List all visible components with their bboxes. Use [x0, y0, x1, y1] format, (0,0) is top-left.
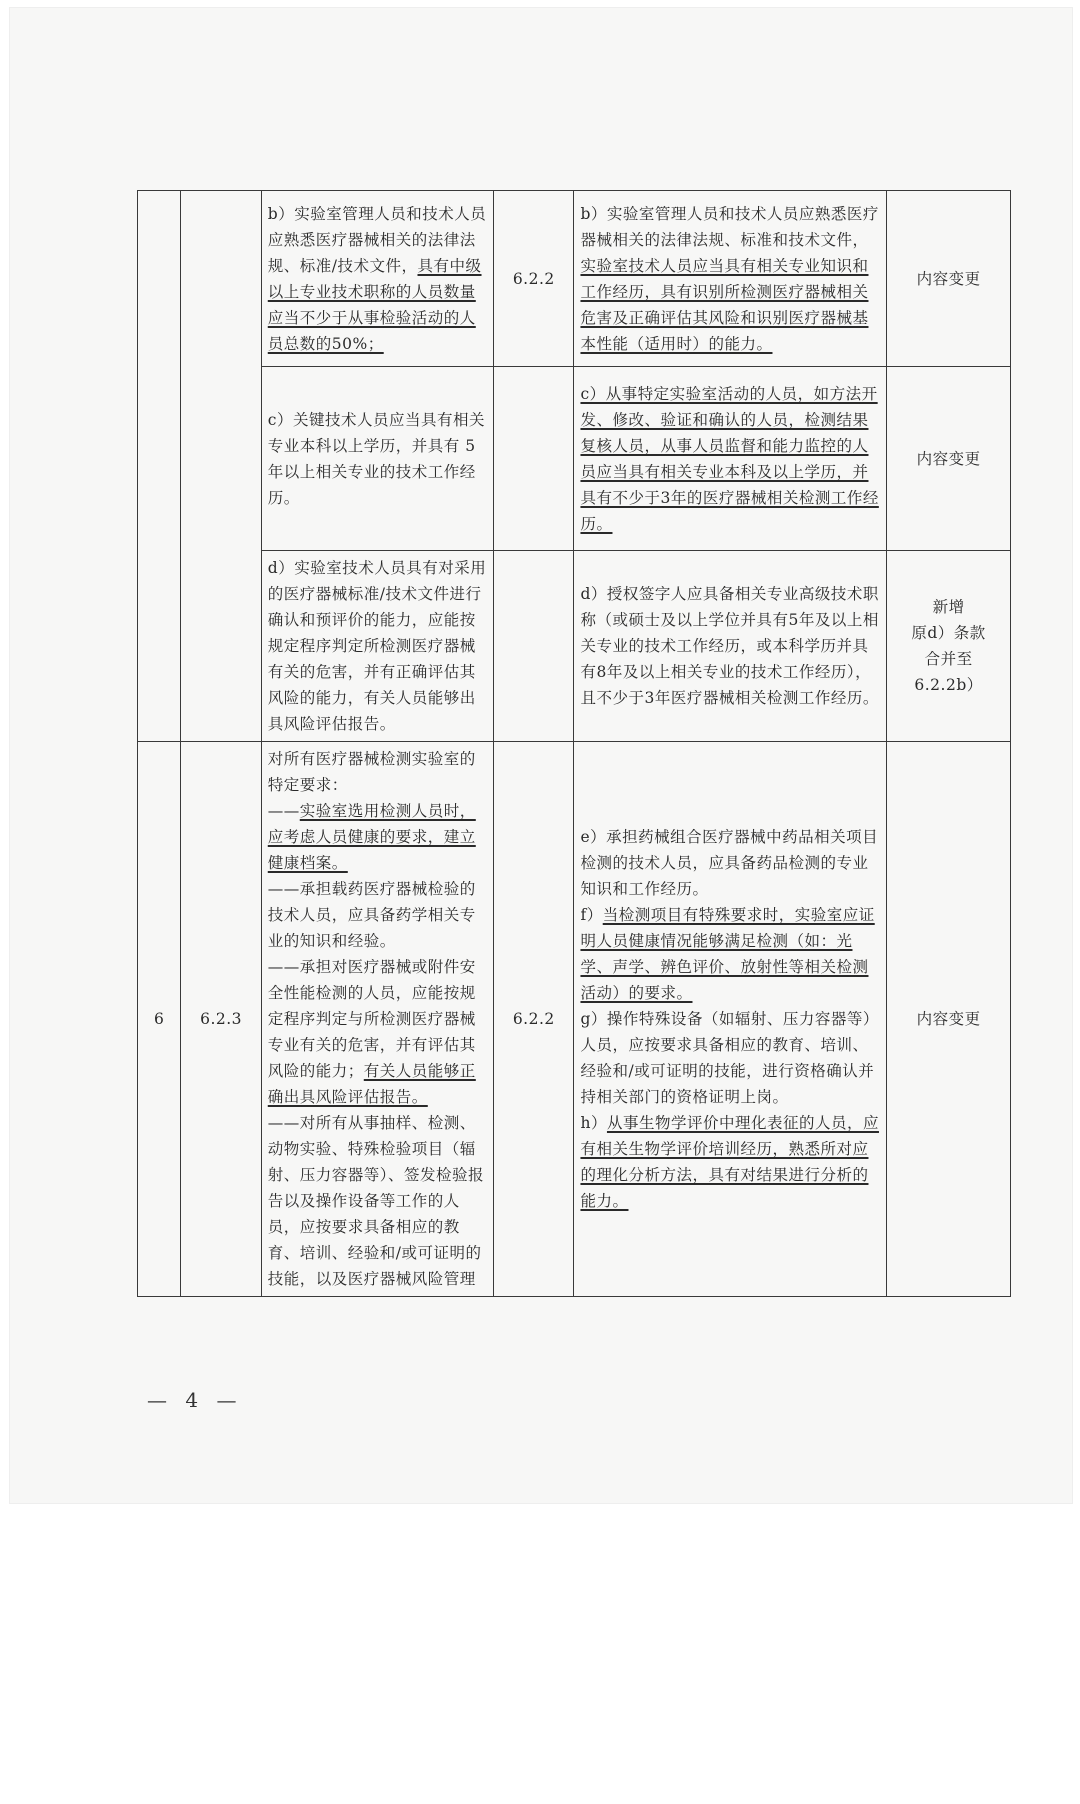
revised-clause-cell: 6.2.2 — [494, 191, 574, 367]
text-segment: c）关键技术人员应当具有相关专业本科以上学历，并具有 5 年以上相关专业的技术工作经历。 — [267, 410, 485, 507]
revised-clause-cell: 6.2.2 — [494, 742, 574, 1297]
underlined-text-segment: 从事生物学评价中理化表征的人员，应有相关生物学评价培训经历，熟悉所对应的理化分析方法，具有对结果进行分析的能力。 — [580, 1114, 879, 1210]
row-index-cell — [138, 191, 181, 742]
original-clause-cell — [181, 191, 261, 742]
text-segment: 对所有医疗器械检测实验室的特定要求： — [267, 750, 476, 794]
revised-clause-cell — [494, 551, 574, 742]
original-clause-cell: 6.2.3 — [181, 742, 261, 1297]
table-row — [138, 367, 1011, 551]
change-note-cell: 内容变更 — [887, 367, 1011, 551]
underlined-text-segment: 实验室技术人员应当具有相关专业知识和工作经历，具有识别所检测医疗器械相关危害及正确评估其风险和识别医疗器械基本性能（适用时）的能力。 — [580, 256, 869, 353]
text-segment: d）实验室技术人员具有对采用的医疗器械标准/技术文件进行确认和预评价的能力，应能按规定程序判定所检测医疗器械有关的危害，并有正确评估其风险的能力，有关人员能够出具风险评估报告。 — [267, 559, 487, 733]
note-line: 新增 — [932, 598, 965, 616]
text-segment: h） — [580, 1114, 607, 1132]
text-segment: ——对所有从事抽样、检测、动物实验、特殊检验项目（辐射、压力容器等）、签发检验报告以及操作设备等工作的人员，应按要求具备相应的教育、培训、经验和/或可证明的技能，以及医疗器械风险管理 — [267, 1114, 485, 1288]
underlined-text-segment: c）从事特定实验室活动的人员，如方法开发、修改、验证和确认的人员，检测结果复核人员，从事人员监督和能力监控的人员应当具有相关专业本科及以上学历，并具有不少于3年的医疗器械相关检测工作经历。 — [580, 384, 879, 533]
original-text-cell — [261, 742, 493, 1297]
text-segment: ——承担对医疗器械或附件安全性能检测的人员，应能按规定程序判定与所检测医疗器械专业有关的危害，并有评估其风险的能力； — [267, 958, 476, 1080]
underlined-text-segment: 有关人员能够正确出具风险评估报告。 — [267, 1062, 476, 1106]
text-segment: b）实验室管理人员和技术人员应熟悉医疗器械相关的法律法规、标准/技术文件， — [267, 204, 487, 275]
table-row — [138, 191, 1011, 367]
note-line: 6.2.2b） — [914, 676, 983, 694]
original-text-cell — [261, 551, 493, 742]
underlined-text-segment: 实验室选用检测人员时，应考虑人员健康的要求，建立健康档案。 — [267, 802, 476, 872]
change-note-cell: 内容变更 — [887, 191, 1011, 367]
underlined-text-segment: 具有中级以上专业技术职称的人员数量应当不少于从事检验活动的人员总数的50%； — [267, 256, 482, 353]
table-row — [138, 742, 1011, 1297]
table-row — [138, 551, 1011, 742]
revised-clause-cell — [494, 367, 574, 551]
revised-text-cell — [574, 742, 887, 1297]
document-page — [10, 8, 1072, 1503]
text-segment: ——承担载药医疗器械检验的技术人员，应具备药学相关专业的知识和经验。 — [267, 880, 476, 950]
revision-comparison-table — [137, 190, 1011, 1297]
text-segment: b）实验室管理人员和技术人员应熟悉医疗器械相关的法律法规、标准和技术文件， — [580, 204, 879, 249]
page-number: — 4 — — [147, 1388, 243, 1412]
change-note-cell — [887, 551, 1011, 742]
text-segment: e）承担药械组合医疗器械中药品相关项目检测的技术人员，应具备药品检测的专业知识和工作经历。 — [580, 828, 879, 898]
note-line: 原d）条款 — [911, 624, 986, 642]
revised-text-cell — [574, 367, 887, 551]
change-note-cell: 内容变更 — [887, 742, 1011, 1297]
text-segment: —— — [267, 802, 300, 820]
original-text-cell — [261, 191, 493, 367]
text-segment: d）授权签字人应具备相关专业高级技术职称（或硕士及以上学位并具有5年及以上相关专业的技术工作经历，或本科学历并具有8年及以上相关专业的技术工作经历），且不少于3年医疗器械相关检测工作经历。 — [580, 585, 879, 707]
row-index-cell: 6 — [138, 742, 181, 1297]
original-text-cell — [261, 367, 493, 551]
revised-text-cell — [574, 551, 887, 742]
revised-text-cell — [574, 191, 887, 367]
underlined-text-segment: 当检测项目有特殊要求时，实验室应证明人员健康情况能够满足检测（如：光学、声学、辨色评价、放射性等相关检测活动）的要求。 — [580, 906, 875, 1002]
text-segment: f） — [580, 906, 603, 924]
text-segment: g）操作特殊设备（如辐射、压力容器等）人员，应按要求具备相应的教育、培训、经验和/或可证明的技能，进行资格确认并持相关部门的资格证明上岗。 — [580, 1010, 879, 1106]
note-line: 合并至 — [924, 650, 973, 668]
